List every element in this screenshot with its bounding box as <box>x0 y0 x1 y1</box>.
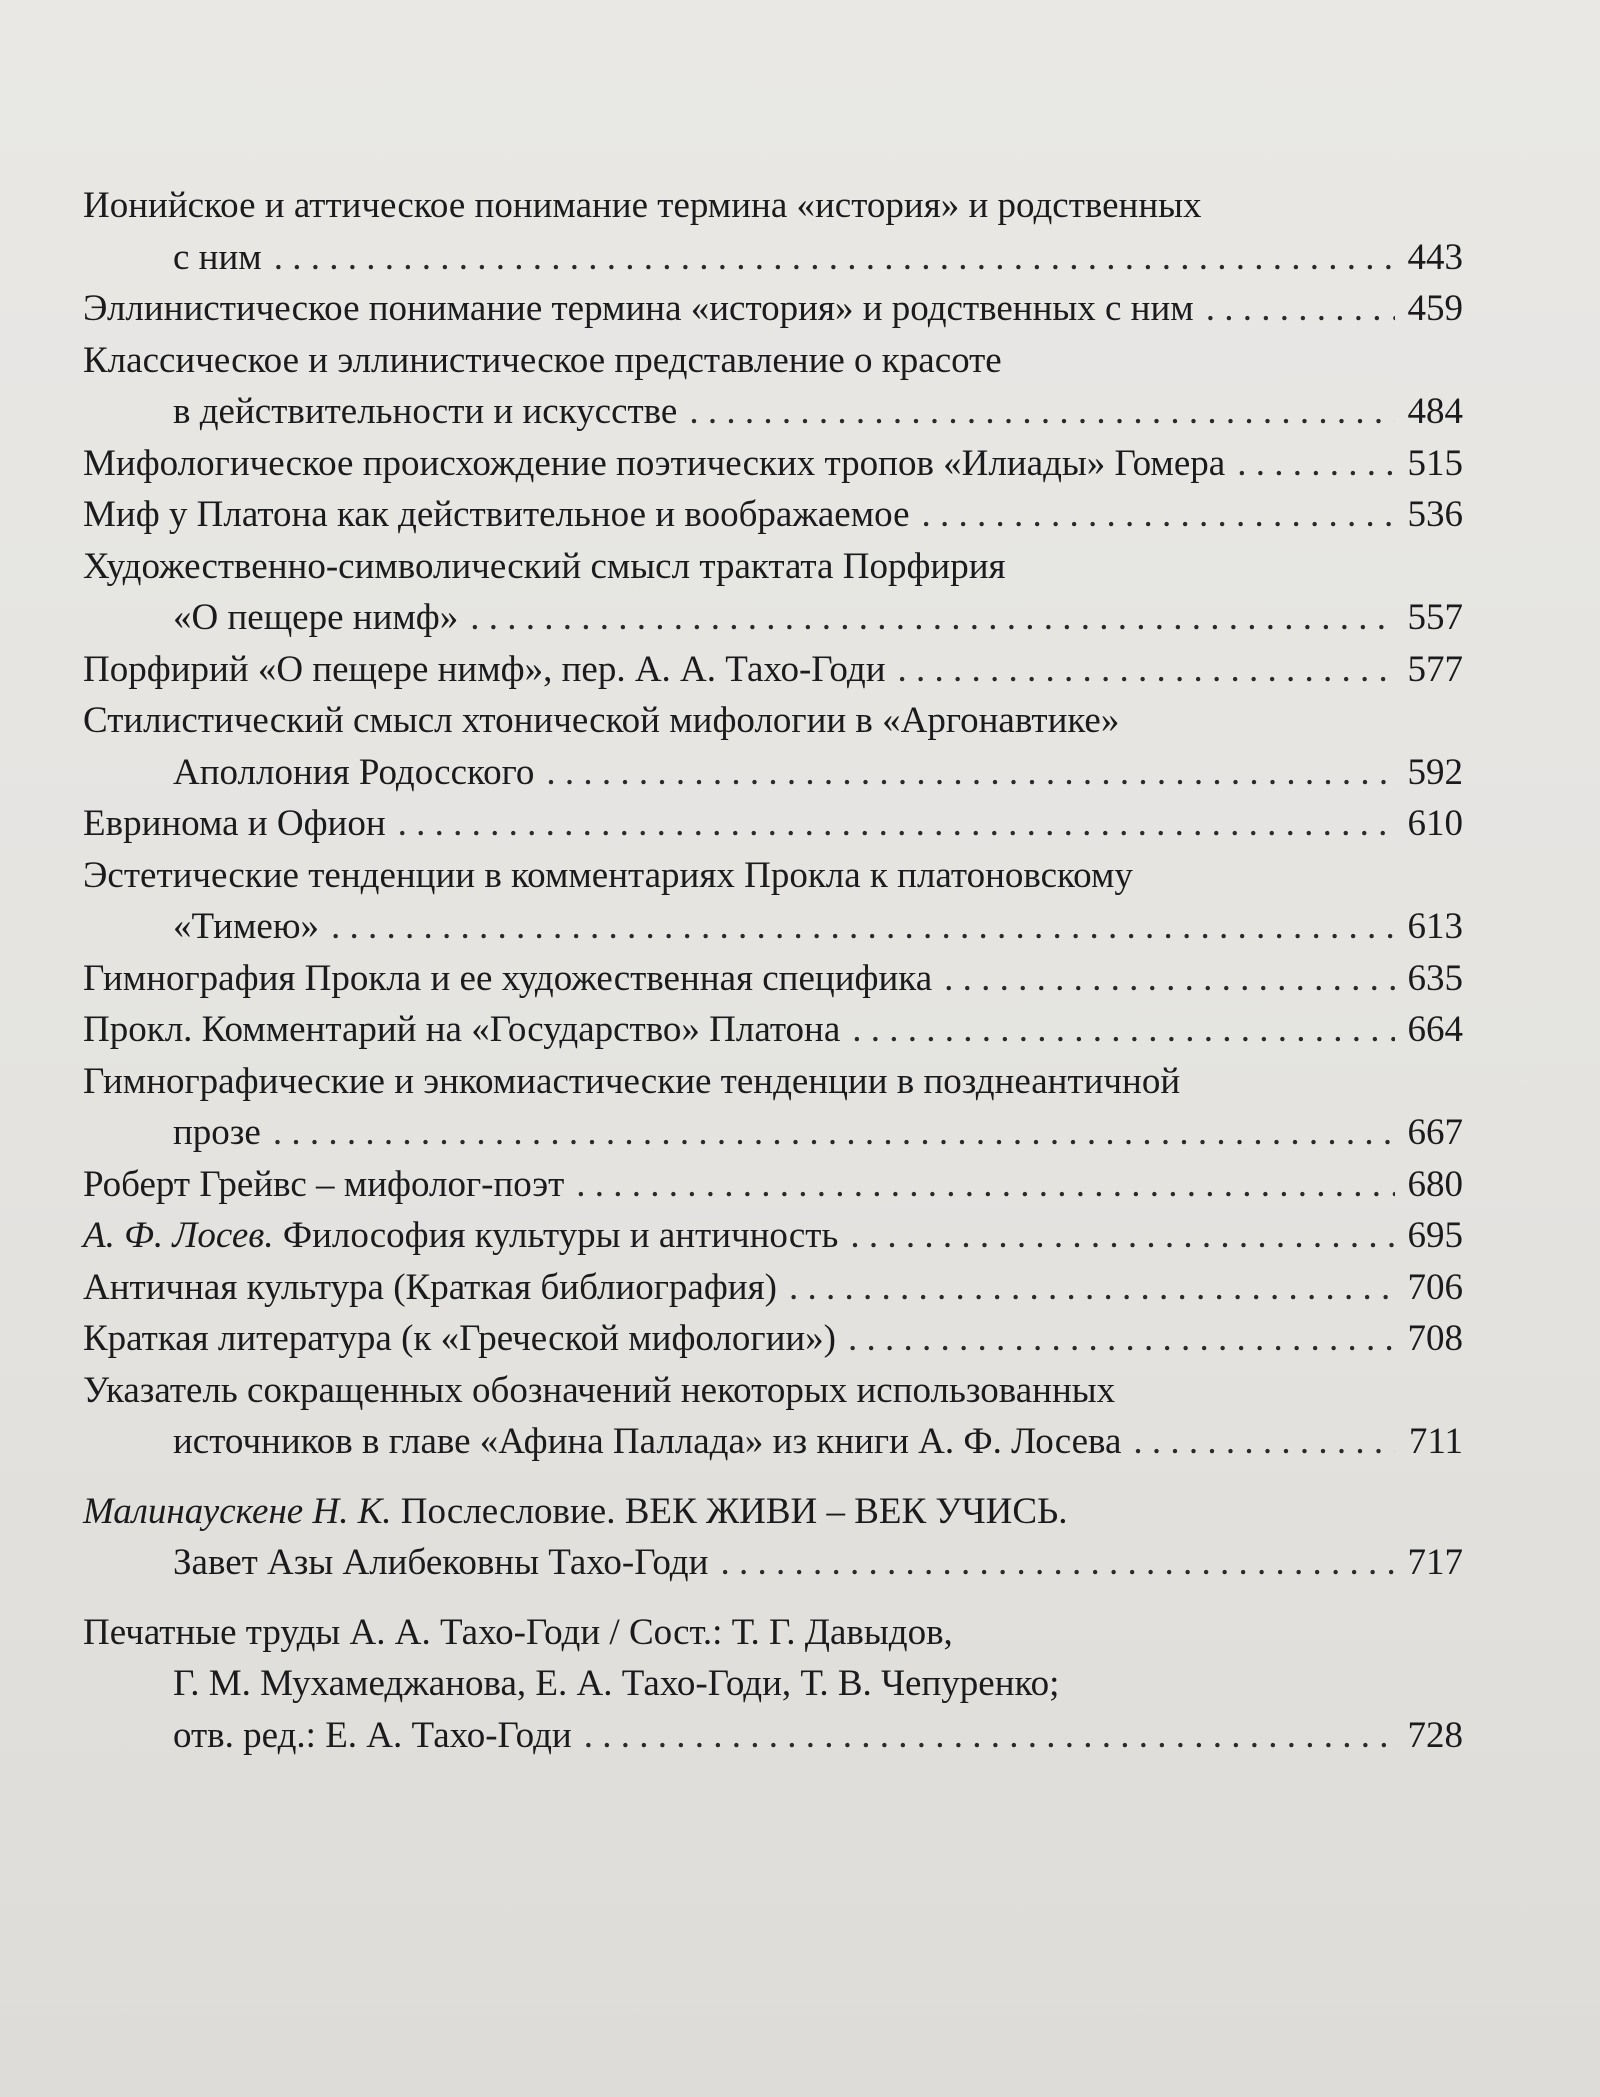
page-number: 728 <box>1407 1714 1463 1756</box>
toc-entry-title <box>173 592 458 644</box>
toc-entry-title <box>173 232 262 284</box>
toc-entry-title <box>83 695 1119 747</box>
toc-line <box>83 747 1463 799</box>
dot-leader <box>1133 1416 1395 1468</box>
toc-entry-title <box>83 1365 1115 1417</box>
dot-leader <box>720 1537 1395 1589</box>
toc-entry-text: Евринома и Офион <box>83 803 386 844</box>
page-number: 610 <box>1407 803 1463 844</box>
toc-entry <box>83 335 1463 438</box>
toc-line <box>83 1486 1463 1538</box>
toc-entry-text: «О пещере нимф» <box>173 597 459 638</box>
toc-entry-text: Гимнография Прокла и ее художественная специфика <box>83 957 933 999</box>
toc-line <box>83 901 1463 953</box>
toc-line <box>83 438 1463 490</box>
toc-line <box>83 798 1463 850</box>
page-number: 711 <box>1408 1421 1463 1462</box>
toc-entry-title <box>173 747 534 799</box>
toc-entry-title <box>83 1262 777 1314</box>
toc-entry-text: отв. ред.: Е. А. Тахо-Годи <box>173 1714 572 1756</box>
toc-line <box>83 283 1463 335</box>
toc-entry-title <box>83 1056 1180 1108</box>
toc-entry-title <box>173 1107 261 1159</box>
toc-line <box>83 1710 1463 1762</box>
toc-entry <box>83 850 1463 953</box>
toc-entry-title <box>83 438 1225 490</box>
dot-leader <box>470 592 1395 644</box>
toc-entry-text: Художественно-символический смысл трактата Порфирия <box>83 545 1006 587</box>
page-number: 592 <box>1407 751 1463 793</box>
toc-entry-title <box>83 1004 840 1056</box>
toc-entry-text: прозе <box>173 1112 261 1153</box>
page-number: 717 <box>1407 1542 1463 1583</box>
toc-entry-author: А. Ф. Лосев. <box>83 1215 274 1256</box>
dot-leader <box>398 798 1395 850</box>
toc-entry <box>83 1004 1463 1056</box>
toc-entry-text: Роберт Грейвс – мифолог-поэт <box>83 1163 565 1205</box>
toc-entry-title <box>83 489 910 541</box>
toc-entry-author: Малинаускене Н. К. <box>83 1490 392 1532</box>
toc-entry-text: источников в главе «Афина Паллада» из книги А. Ф. Лосева <box>173 1421 1122 1462</box>
toc-line <box>83 1107 1463 1159</box>
page-number: 536 <box>1407 494 1463 535</box>
dot-leader <box>848 1313 1395 1365</box>
page-number: 695 <box>1407 1215 1463 1256</box>
toc-entry-title <box>173 901 319 953</box>
page-number: 635 <box>1407 957 1463 999</box>
toc-entry <box>83 1262 1463 1314</box>
toc-line <box>83 541 1463 593</box>
toc-entry-text: Гимнографические и энкомиастические тенденции в позднеантичной <box>83 1060 1181 1102</box>
page-number: 557 <box>1407 597 1463 638</box>
toc-entry-text: Порфирий «О пещере нимф», пер. А. А. Тахо-Годи <box>83 648 886 690</box>
toc-entry-title <box>173 1537 708 1589</box>
dot-leader <box>331 901 1395 953</box>
dot-leader <box>273 1107 1395 1159</box>
toc-entry-text: «Тимею» <box>173 906 319 947</box>
dot-leader <box>789 1262 1395 1314</box>
page-number: 708 <box>1407 1318 1463 1359</box>
toc-line <box>83 232 1463 284</box>
dot-leader <box>852 1004 1395 1056</box>
page-number: 443 <box>1407 236 1463 278</box>
toc-entry <box>83 1486 1463 1589</box>
toc-entry-text: Античная культура (Краткая библиография) <box>83 1266 777 1308</box>
toc-entry-text: Эстетические тенденции в комментариях Прокла к платоновскому <box>83 854 1133 896</box>
toc-line <box>83 1313 1463 1365</box>
toc-entry-title <box>83 1313 836 1365</box>
toc-entry-text: Эллинистическое понимание термина «история» и родственных с ним <box>83 288 1194 329</box>
toc-entry-title <box>173 386 677 438</box>
dot-leader <box>898 644 1396 696</box>
toc-line <box>83 850 1463 902</box>
toc-line <box>83 1056 1463 1108</box>
dot-leader <box>922 489 1395 541</box>
toc-entry-title <box>83 644 886 696</box>
toc-entry <box>83 438 1463 490</box>
toc-entry-text: в действительности и искусстве <box>173 391 678 432</box>
toc-entry <box>83 953 1463 1005</box>
toc-entry-title <box>83 180 1202 232</box>
toc-entry <box>83 489 1463 541</box>
toc-entry <box>83 1056 1463 1159</box>
dot-leader <box>1237 438 1395 490</box>
page-number: 515 <box>1407 442 1463 484</box>
toc-line <box>83 180 1463 232</box>
toc-entry-text: Мифологическое происхождение поэтических тропов «Илиады» Гомера <box>83 442 1226 484</box>
dot-leader <box>546 747 1395 799</box>
toc-entry-title <box>83 335 1002 387</box>
toc-entry-title <box>83 798 386 850</box>
toc-entry-title <box>83 953 932 1005</box>
toc-line <box>83 1262 1463 1314</box>
dot-leader <box>584 1710 1395 1762</box>
toc-entry-text: Послесловие. ВЕК ЖИВИ – ВЕК УЧИСЬ. <box>400 1490 1068 1532</box>
toc-entry-text: Аполлония Родосского <box>173 751 535 793</box>
toc-entry-text: Краткая литература (к «Греческой мифологии») <box>83 1318 836 1359</box>
toc-entry-text: Миф у Платона как действительное и воображаемое <box>83 494 910 535</box>
toc-entry-title <box>83 1210 838 1262</box>
dot-leader <box>944 953 1395 1005</box>
toc-entry-title <box>173 1416 1121 1468</box>
toc-entry <box>83 1607 1463 1762</box>
toc-line <box>83 695 1463 747</box>
toc-line <box>83 592 1463 644</box>
toc-entry-text: Печатные труды А. А. Тахо-Годи / Сост.: Т. Г. Давыдов, <box>83 1611 953 1653</box>
toc-entry-text: Г. М. Мухамеджанова, Е. А. Тахо-Годи, Т. В. Чепуренко; <box>173 1663 1060 1704</box>
toc-line <box>83 953 1463 1005</box>
page-number: 664 <box>1407 1009 1463 1050</box>
toc-line <box>83 1658 1463 1710</box>
toc-entry-text: Указатель сокращенных обозначений некоторых использованных <box>83 1369 1116 1411</box>
page-number: 680 <box>1407 1163 1463 1205</box>
toc-entry-title <box>83 1607 953 1659</box>
dot-leader <box>1206 283 1395 335</box>
toc-entry <box>83 644 1463 696</box>
page-number: 613 <box>1407 906 1463 947</box>
page-number: 706 <box>1407 1266 1463 1308</box>
page-number: 577 <box>1407 648 1463 690</box>
toc-entry <box>83 1313 1463 1365</box>
toc-line <box>83 1210 1463 1262</box>
page-number: 484 <box>1407 391 1463 432</box>
dot-leader <box>689 386 1395 438</box>
page-number: 667 <box>1407 1112 1463 1153</box>
toc-entry-title <box>83 1486 1068 1538</box>
toc-entry-text: Прокл. Комментарий на «Государство» Платона <box>83 1009 841 1050</box>
toc-line <box>83 1004 1463 1056</box>
toc-entry <box>83 283 1463 335</box>
toc-line <box>83 1159 1463 1211</box>
toc-line <box>83 386 1463 438</box>
toc-entry-text: Философия культуры и античность <box>282 1215 839 1256</box>
dot-leader <box>576 1159 1395 1211</box>
page-number: 459 <box>1407 288 1463 329</box>
toc-entry <box>83 798 1463 850</box>
toc-entry-title <box>83 850 1133 902</box>
toc-entry <box>83 1159 1463 1211</box>
toc-entry-text: Ионийское и аттическое понимание термина «история» и родственных <box>83 185 1202 226</box>
toc-entry-title <box>83 1159 564 1211</box>
toc-entry <box>83 180 1463 283</box>
toc-line <box>83 1537 1463 1589</box>
dot-leader <box>274 232 1395 284</box>
toc-entry-text: Классическое и эллинистическое представление о красоте <box>83 339 1002 381</box>
toc-entry <box>83 695 1463 798</box>
toc-entry-text: Завет Азы Алибековны Тахо-Годи <box>173 1542 709 1583</box>
toc-entry-title <box>83 541 1006 593</box>
toc-line <box>83 1365 1463 1417</box>
toc-line <box>83 644 1463 696</box>
toc-entry-text: с ним <box>173 236 262 278</box>
toc-entry-title <box>173 1710 572 1762</box>
dot-leader <box>850 1210 1395 1262</box>
toc-entry-title <box>173 1658 1059 1710</box>
table-of-contents <box>83 180 1463 1761</box>
toc-line <box>83 1416 1463 1468</box>
toc-line <box>83 335 1463 387</box>
toc-line <box>83 1607 1463 1659</box>
toc-entry <box>83 541 1463 644</box>
toc-line <box>83 489 1463 541</box>
toc-entry-title <box>83 283 1194 335</box>
toc-entry <box>83 1365 1463 1468</box>
toc-entry <box>83 1210 1463 1262</box>
toc-entry-text: Стилистический смысл хтонической мифологии в «Аргонавтике» <box>83 700 1120 741</box>
